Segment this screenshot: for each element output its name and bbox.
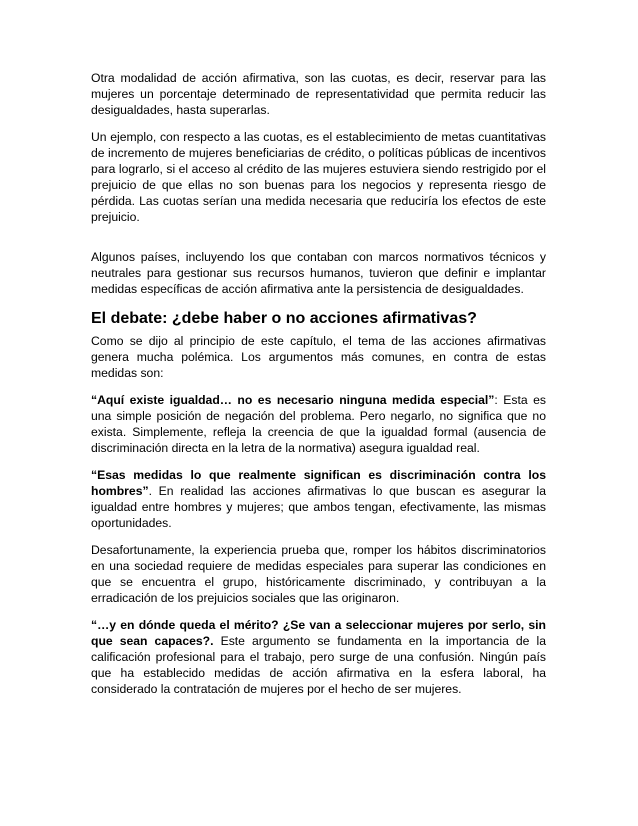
section-heading: El debate: ¿debe haber o no acciones afirmativas? — [91, 310, 477, 327]
argument-1-title: “Aquí existe igualdad… no es necesario ninguna medida especial” — [91, 393, 495, 407]
document-page — [91, 70, 546, 697]
argument-2-text: . En realidad las acciones afirmativas lo que buscan es asegurar la igualdad entre hombres y mujeres; que ambos tengan, efectivamente, las mismas oportunidades. — [91, 484, 546, 530]
paragraph-argument-2-follow: Desafortunamente, la experiencia prueba que, romper los hábitos discriminatorios en una sociedad requiere de medidas especiales para superar las condiciones en que se encuentra el grupo, históricamente discriminado, y contribuyan a la erradicación de los prejuicios sociales que las originaron. — [91, 543, 546, 605]
argument-3-text: Este argumento se fundamenta en la importancia de la calificación profesional para el trabajo, pero surge de una confusión. Ningún país que ha establecido medidas de acción afirmativa en la esfera laboral, ha considerado la contratación de mujeres por el hecho de ser mujeres. — [91, 634, 547, 696]
argument-1-text: : Esta es una simple posición de negación del problema. Pero negarlo, no significa que no exista. Simplemente, refleja la creencia de que la igualdad formal (ausencia de discriminación directa en la letra de la normativa) asegura igualdad real. — [91, 393, 546, 455]
paragraph-argument-3 — [91, 617, 546, 697]
argument-2-title: “Esas medidas lo que realmente significan es discriminación contra los hombres” — [91, 468, 546, 498]
paragraph-argument-2 — [91, 467, 546, 531]
paragraph-intro-debate: Como se dijo al principio de este capítulo, el tema de las acciones afirmativas genera mucha polémica. Los argumentos más comunes, en contra de estas medidas son: — [91, 334, 546, 380]
paragraph-ejemplo-cuotas: Un ejemplo, con respecto a las cuotas, es el establecimiento de metas cuantitativas de incremento de mujeres beneficiarias de crédito, o políticas públicas de incentivos para lograrlo, si el acceso al crédito de las mujeres estuviera siendo restrigido por el prejuicio de que ellas no son buenas para los negocios y representa riesgo de pérdida. Las cuotas serían una medida necesaria que reduciría los efectos de este prejuicio. — [91, 130, 546, 224]
argument-3-title: “…y en dónde queda el mérito? ¿Se van a seleccionar mujeres por serlo, sin que sean capaces?. — [91, 618, 546, 648]
paragraph-paises: Algunos países, incluyendo los que contaban con marcos normativos técnicos y neutrales para gestionar sus recursos humanos, tuvieron que definir e implantar medidas específicas de acción afirmativa ante la persistencia de desigualdades. — [91, 250, 546, 296]
paragraph-cuotas: Otra modalidad de acción afirmativa, son las cuotas, es decir, reservar para las mujeres un porcentaje determinado de representatividad que permita reducir las desigualdades, hasta superarlas. — [91, 71, 546, 117]
paragraph-argument-1 — [91, 392, 546, 456]
